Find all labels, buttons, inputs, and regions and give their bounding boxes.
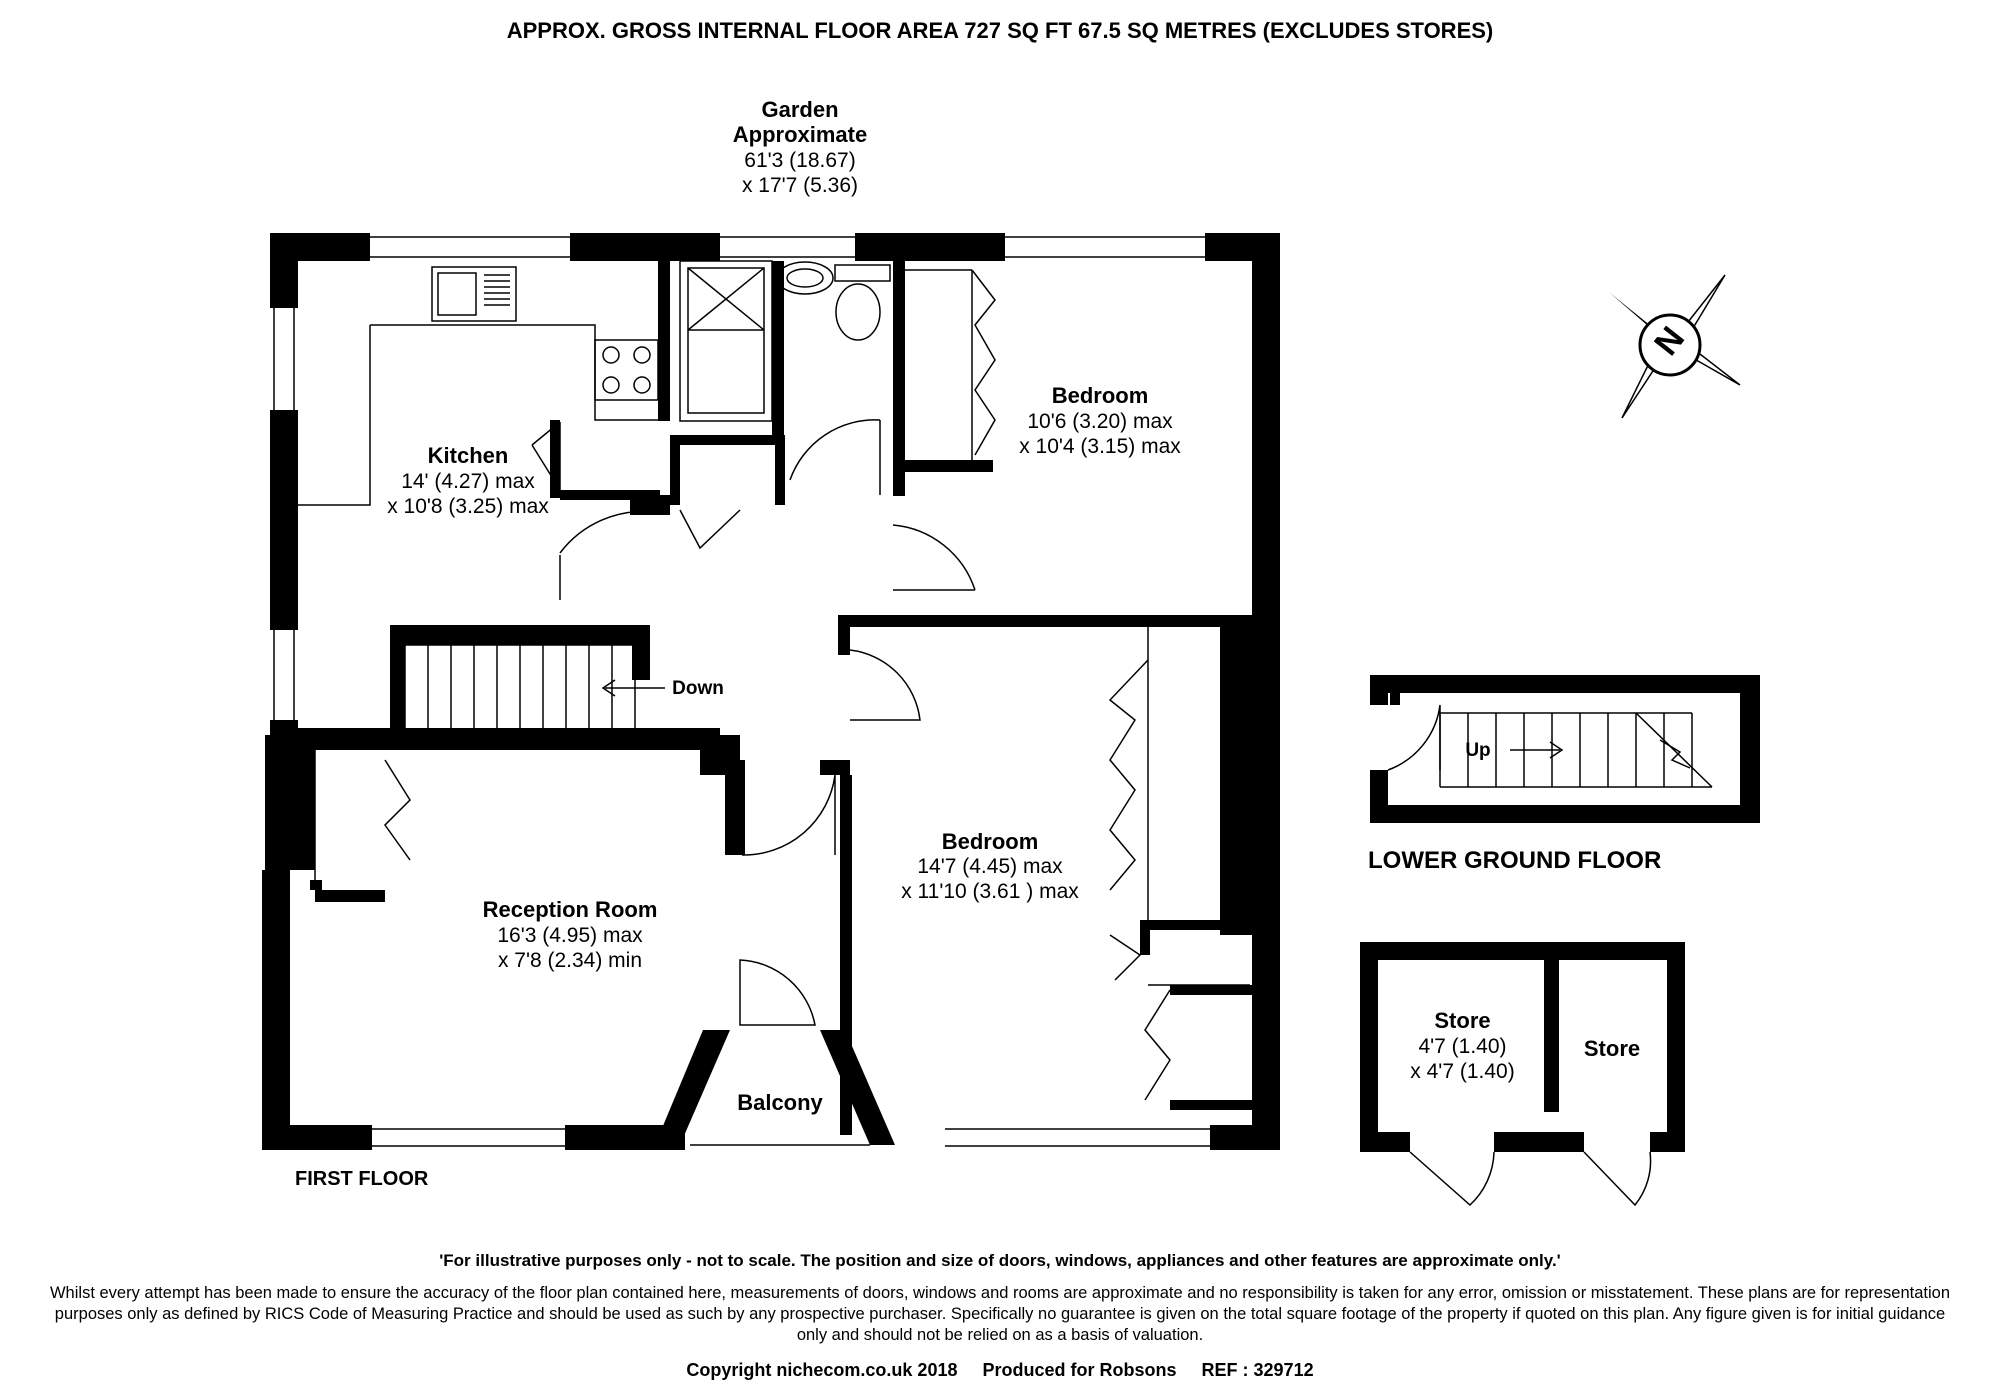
store1-dim1: 4'7 (1.40) [1418, 1035, 1507, 1058]
reception-name: Reception Room [482, 897, 658, 922]
page-title: APPROX. GROSS INTERNAL FLOOR AREA 727 SQ FT 67.5 SQ METRES (EXCLUDES STORES) [506, 18, 1494, 43]
windows [274, 237, 1210, 1146]
balcony-name: Balcony [737, 1090, 823, 1115]
bath-icon [680, 261, 772, 421]
disclaimer-long: Whilst every attempt has been made to ensure the accuracy of the floor plan contained here, measurements of doors, windows and rooms are approximate and no responsibility is taken for any error, omission or misstatement. These plans are for representation purposes only as defined by RICS Code of Measuring Practice and should be used as such by any prospective purchaser. Specifically no guarantee is given on the total square footage of the property if quoted on this plan. Any figure given is for initial guidance only and should not be relied on as a basis of valuation. [49, 1284, 1950, 1344]
garden-dim2: x 17'7 (5.36) [741, 174, 859, 197]
bedroom1-dim1: 10'6 (3.20) max [1027, 410, 1173, 433]
toilet-icon [835, 265, 890, 281]
kitchen-dim2: x 10'8 (3.25) max [387, 495, 549, 518]
kitchen-dim1: 14' (4.27) max [401, 470, 535, 493]
balcony-walls [655, 1030, 895, 1145]
disclaimer-short: 'For illustrative purposes only - not to scale. The position and size of doors, windows, appliances and other features are approximate only.' [439, 1251, 1561, 1270]
first-floor-label: FIRST FLOOR [295, 1168, 429, 1190]
bedroom2-dim1: 14'7 (4.45) max [917, 855, 1063, 878]
lower-ground-walls [1370, 675, 1760, 823]
stair-down-label: Down [672, 678, 724, 699]
outer-walls [262, 233, 1280, 1150]
basin-icon [777, 262, 833, 294]
copyright-line [0, 1360, 2000, 1381]
hob-icon [595, 340, 658, 400]
kitchen-name: Kitchen [427, 443, 509, 468]
reception-dim1: 16'3 (4.95) max [497, 924, 643, 947]
bedroom1-dim2: x 10'4 (3.15) max [1019, 435, 1181, 458]
bedroom2-name: Bedroom [941, 829, 1039, 854]
store2-name: Store [1583, 1036, 1641, 1061]
store1-dim2: x 4'7 (1.40) [1410, 1060, 1515, 1083]
bedroom2-dim2: x 11'10 (3.61 ) max [901, 880, 1079, 903]
produced-for-text: Produced for Robsons [982, 1360, 1177, 1380]
garden-dim1: 61'3 (18.67) [744, 149, 856, 172]
lower-ground-floor-label: LOWER GROUND FLOOR [1368, 847, 1662, 874]
store1-name: Store [1434, 1008, 1491, 1033]
reception-dim2: x 7'8 (2.34) min [497, 949, 643, 972]
garden-label: Garden [761, 97, 839, 122]
garden-subtitle: Approximate [732, 122, 868, 147]
bedroom1-name: Bedroom [1051, 383, 1149, 408]
compass-letter: N [1647, 319, 1693, 363]
copyright-text: Copyright nichecom.co.uk 2018 [686, 1360, 958, 1380]
stair-up-label: Up [1465, 740, 1491, 761]
reference-text: REF : 329712 [1201, 1360, 1314, 1380]
